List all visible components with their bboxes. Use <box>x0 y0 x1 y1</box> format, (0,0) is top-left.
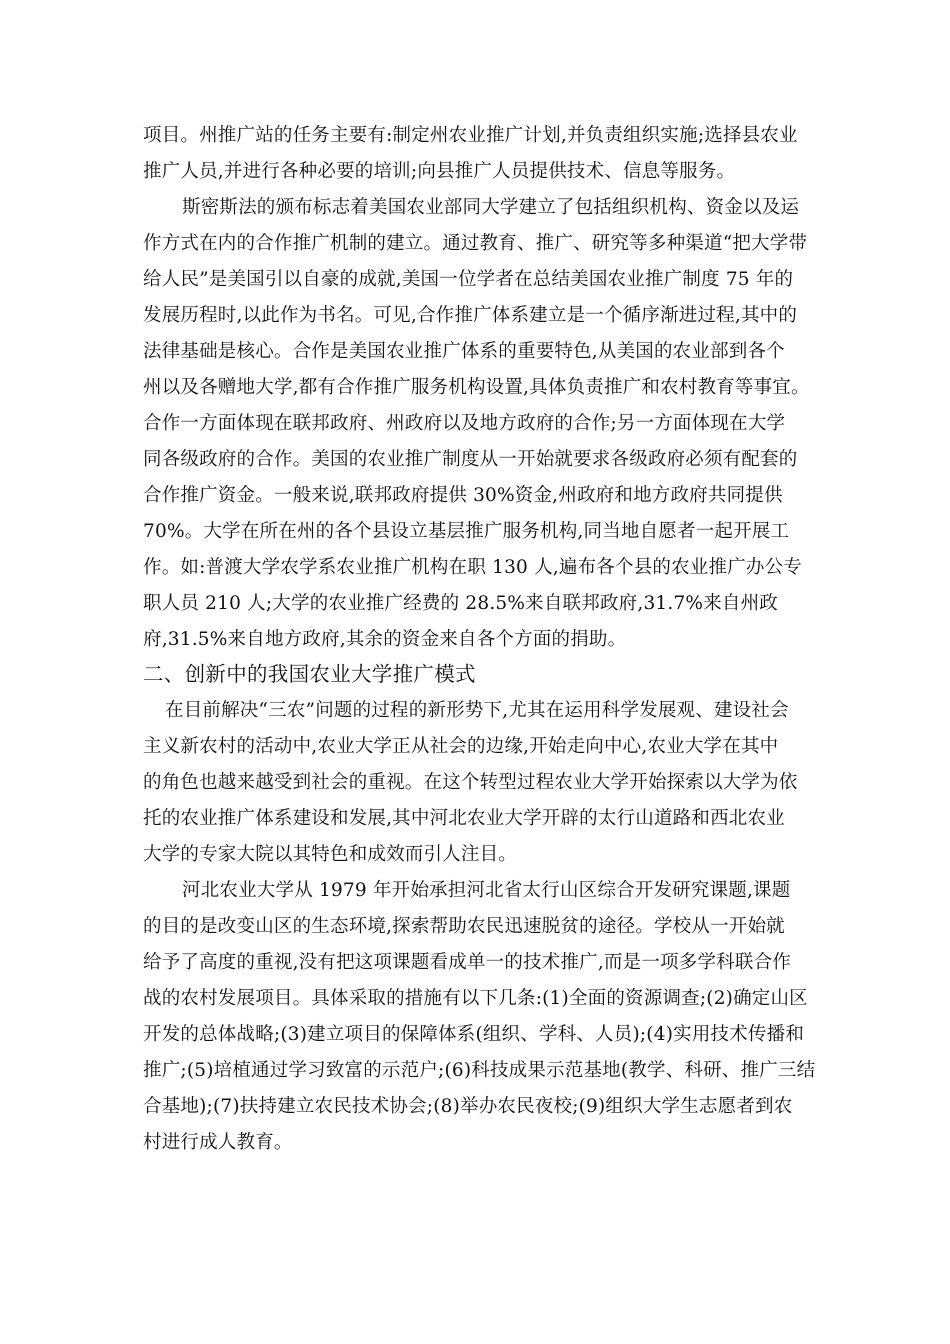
text-line: 合作推广资金。一般来说,联邦政府提供 30%资金,州政府和地方政府共同提供 <box>143 485 783 506</box>
text-line: 托的农业推广体系建设和发展,其中河北农业大学开辟的太行山道路和西北农业 <box>143 808 785 829</box>
text-line: 作。如:普渡大学农学系农业推广机构在职 130 人,遍布各个县的农业推广办公专 <box>143 557 802 578</box>
text-line: 合作一方面体现在联邦政府、州政府以及地方政府的合作;另一方面体现在大学 <box>143 413 786 434</box>
text-line: 村进行成人教育。 <box>143 1132 293 1153</box>
text-line: 给人民”是美国引以自豪的成就,美国一位学者在总结美国农业推广制度 75 年的 <box>143 269 794 290</box>
text-line: 的角色也越来越受到社会的重视。在这个转型过程农业大学开始探索以大学为依 <box>143 772 798 793</box>
text-line: 同各级政府的合作。美国的农业推广制度从一开始就要求各级政府必须有配套的 <box>143 449 798 470</box>
text-line: 开发的总体战略;(3)建立项目的保障体系(组织、学科、人员);(4)实用技术传播和 <box>143 1024 805 1045</box>
text-line: 主义新农村的活动中,农业大学正从社会的边缘,开始走向中心,农业大学在其中 <box>143 736 779 757</box>
text-line: 作方式在内的合作推广机制的建立。通过教育、推广、研究等多种渠道“把大学带 <box>143 233 808 254</box>
text-line: 合基地);(7)扶持建立农民技术协会;(8)举办农民夜校;(9)组织大学生志愿者到农 <box>143 1096 793 1117</box>
text-line: 法律基础是核心。合作是美国农业推广体系的重要特色,从美国的农业部到各个 <box>143 341 785 362</box>
section-heading: 二、创新中的我国农业大学推广模式 <box>143 662 476 686</box>
text-line: 职人员 210 人;大学的农业推广经费的 28.5%来自联邦政府,31.7%来自州政 <box>143 593 779 614</box>
text-line: 在目前解决“三农”问题的过程的新形势下,尤其在运用科学发展观、建设社会 <box>165 700 789 721</box>
text-line: 给予了高度的重视,没有把这项课题看成单一的技术推广,而是一项多学科联合作 <box>143 952 791 973</box>
text-line: 州以及各赠地大学,都有合作推广服务机构设置,具体负责推广和农村教育等事宜。 <box>143 377 810 398</box>
text-line: 70%。大学在所在州的各个县设立基层推广服务机构,同当地自愿者一起开展工 <box>143 521 790 542</box>
text-line: 大学的专家大院以其特色和成效而引人注目。 <box>143 844 518 865</box>
text-line: 发展历程时,以此作为书名。可见,合作推广体系建立是一个循序渐进过程,其中的 <box>143 305 798 326</box>
text-line: 项目。州推广站的任务主要有:制定州农业推广计划,并负责组织实施;选择县农业 <box>143 125 798 146</box>
text-line: 府,31.5%来自地方政府,其余的资金来自各个方面的捐助。 <box>143 629 627 650</box>
text-line: 推广人员,并进行各种必要的培训;向县推广人员提供技术、信息等服务。 <box>143 161 736 182</box>
text-line: 的目的是改变山区的生态环境,探索帮助农民迅速脱贫的途径。学校从一开始就 <box>143 916 785 937</box>
text-line: 斯密斯法的颁布标志着美国农业部同大学建立了包括组织机构、资金以及运 <box>182 197 800 218</box>
text-line: 战的农村发展项目。具体采取的措施有以下几条:(1)全面的资源调查;(2)确定山区 <box>143 988 808 1009</box>
text-line: 河北农业大学从 1979 年开始承担河北省太行山区综合开发研究课题,课题 <box>182 880 791 901</box>
text-line: 推广;(5)培植通过学习致富的示范户;(6)科技成果示范基地(教学、科研、推广三结 <box>143 1060 816 1081</box>
